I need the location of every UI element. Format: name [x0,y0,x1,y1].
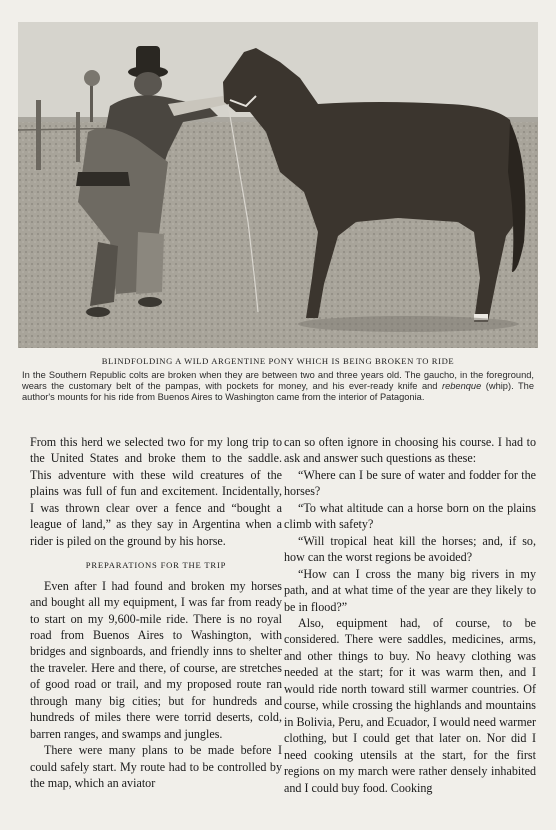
text-column-right [284,434,536,796]
paragraph: “To what altitude can a horse born on the plains climb with safety? [284,500,536,532]
paragraph: There were many plans to be made before I could safely start. My route had to be controlled by the map, which an aviator [30,743,282,791]
caption-text-part-1: In the Southern Republic colts are broken when they are between two and three years old. The gaucho, in the foreground, wears the customary belt of the pampas, with pockets for money, and his ever-ready knife and [22,370,534,392]
paragraph: From this herd we selected two for my long trip to the United States and broke them to the saddle. This adventure with these wild creatures of the plains was full of fun and excitement. Incidentally, I was thrown clear over a fence and “bought a league of land,” as they say in Argentina when a rider is piled on the ground by his horse. [30,435,282,548]
caption-italic-term: rebenque [441,381,482,392]
figure-caption-title: BLINDFOLDING A WILD ARGENTINE PONY WHICH IS BEING BROKEN TO RIDE [101,356,455,366]
paragraph: Even after I had found and broken my horses and bought all my equipment, I was far from ready to start on my 9,600-mile ride. There is no royal road from Buenos Aires to Washington, with bridges and signboards, and friendly inns to shelter the traveler. Here and there, of course, are stretches of good road or trail, and my proposed route ran through many big cities; but for hundreds and hundreds of miles there were torrid deserts, cold, barren ranges, and swamps and jungles. [30,578,282,741]
paragraph: can so often ignore in choosing his course. I had to ask and answer such questions as these: [284,435,536,466]
paragraph: Also, equipment had, of course, to be considered. There were saddles, medicines, arms, and other things to buy. No heavy clothing was needed at the start; for it was warm then, and I would ride north toward still warmer countries. Of course, while crossing the highlands and mountains in Bolivia, Peru, and Ecuador, I would need warmer clothing, but I could get that later on. Nor did I need cooking utensils at the start, for the first regions on my march were rather densely inhabited and I could buy food. Cooking [284,615,536,795]
paragraph: “Where can I be sure of water and fodder for the horses? [284,467,536,499]
figure-caption-body [22,370,534,404]
text-column-left [30,434,282,792]
caption-text-part-2: (whip). The author's mounts for his ride from Buenos Aires to Washington came from the interior of Patagonia. [22,381,534,403]
paragraph: “How can I cross the many big rivers in my path, and at what time of the year are they likely to be in flood?” [284,566,536,614]
photograph-pony-blindfolding [18,22,538,348]
photo-illustration [18,22,538,348]
section-heading: PREPARATIONS FOR THE TRIP [85,560,227,571]
paragraph: “Will tropical heat kill the horses; and, if so, how can the worst regions be avoided? [284,533,536,565]
